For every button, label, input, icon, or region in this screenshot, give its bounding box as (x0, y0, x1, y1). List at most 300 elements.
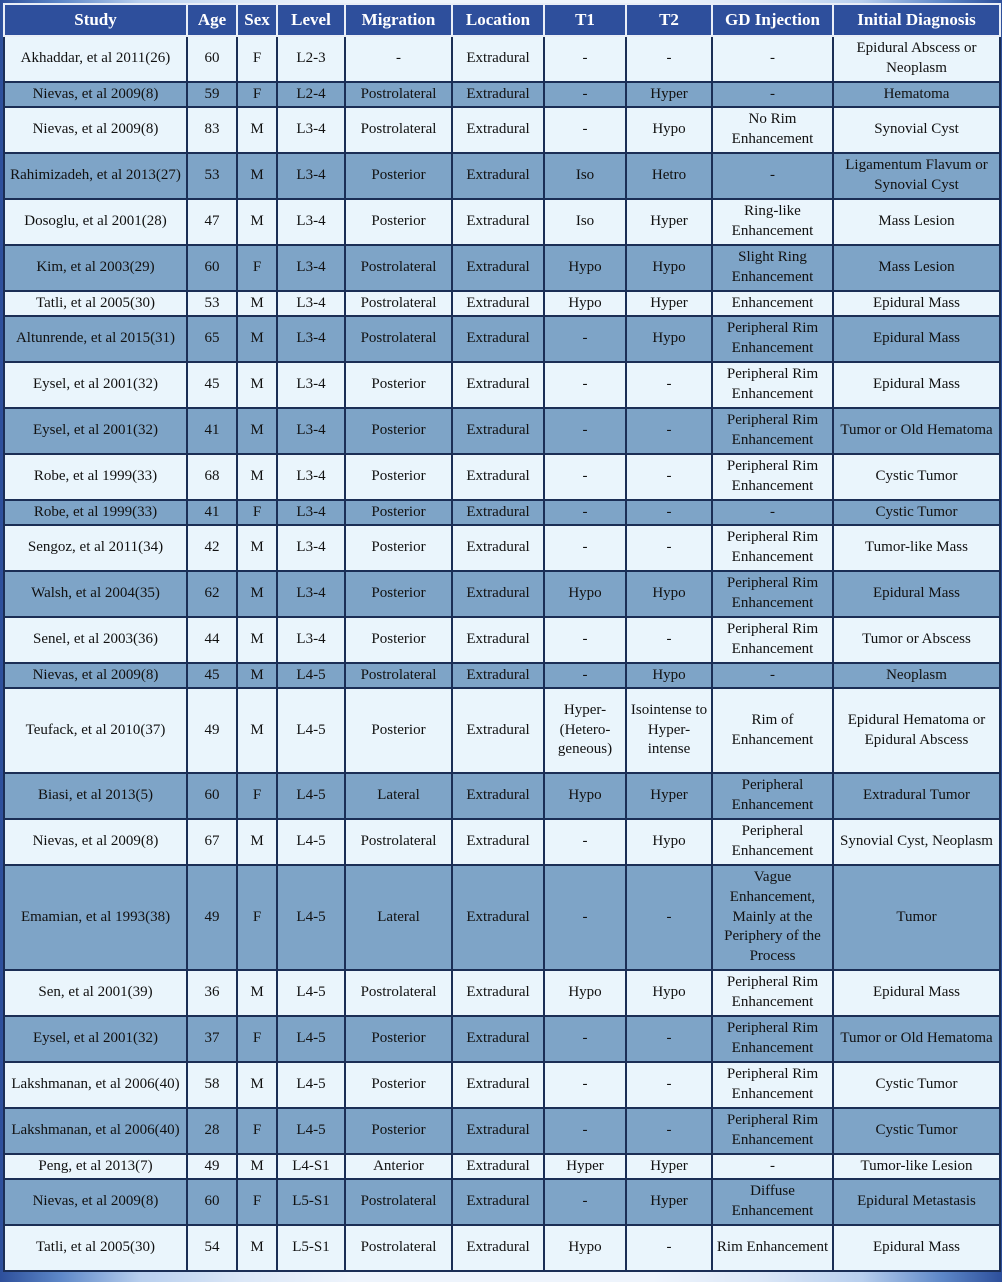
cell-age: 60 (187, 36, 237, 82)
cell-gd-injection: Rim Enhancement (712, 1225, 833, 1271)
cell-sex: M (237, 362, 277, 408)
cell-level: L4-5 (277, 688, 345, 773)
cell-t2: Hypo (626, 819, 712, 865)
cell-level: L3-4 (277, 316, 345, 362)
cell-sex: F (237, 1108, 277, 1154)
cell-age: 42 (187, 525, 237, 571)
table-row (4, 199, 1000, 245)
table-row (4, 1062, 1000, 1108)
cell-gd-injection: Ring-like Enhancement (712, 199, 833, 245)
cell-t2: - (626, 408, 712, 454)
cell-level: L3-4 (277, 362, 345, 408)
cell-location: Extradural (452, 82, 544, 107)
cell-age: 49 (187, 865, 237, 970)
cell-sex: M (237, 525, 277, 571)
cell-sex: M (237, 617, 277, 663)
cell-age: 47 (187, 199, 237, 245)
cell-location: Extradural (452, 819, 544, 865)
cell-age: 37 (187, 1016, 237, 1062)
table-row (4, 36, 1000, 82)
cell-t2: Hetro (626, 153, 712, 199)
table-row (4, 865, 1000, 970)
cell-migration: Postrolateral (345, 1179, 452, 1225)
cell-age: 83 (187, 107, 237, 153)
cell-migration: Posterior (345, 454, 452, 500)
cell-location: Extradural (452, 362, 544, 408)
cell-study: Sengoz, et al 2011(34) (4, 525, 187, 571)
cell-initial-diagnosis: Tumor-like Mass (833, 525, 1000, 571)
cell-location: Extradural (452, 525, 544, 571)
cell-migration: Posterior (345, 199, 452, 245)
cell-age: 60 (187, 245, 237, 291)
cell-sex: F (237, 865, 277, 970)
cell-initial-diagnosis: Mass Lesion (833, 199, 1000, 245)
table-row (4, 819, 1000, 865)
cell-t2: - (626, 1062, 712, 1108)
cell-age: 58 (187, 1062, 237, 1108)
cell-t1: - (544, 82, 626, 107)
cell-age: 36 (187, 970, 237, 1016)
cell-gd-injection: - (712, 36, 833, 82)
cell-sex: M (237, 153, 277, 199)
cell-location: Extradural (452, 865, 544, 970)
cell-migration: Postrolateral (345, 107, 452, 153)
cell-gd-injection: Peripheral Rim Enhancement (712, 525, 833, 571)
cell-age: 62 (187, 571, 237, 617)
cell-sex: F (237, 500, 277, 525)
cell-level: L3-4 (277, 408, 345, 454)
studies-table (3, 3, 1001, 1272)
cell-initial-diagnosis: Epidural Mass (833, 970, 1000, 1016)
cell-migration: - (345, 36, 452, 82)
header-age: Age (187, 4, 237, 36)
table-row (4, 617, 1000, 663)
cell-t1: Iso (544, 199, 626, 245)
table-row (4, 291, 1000, 316)
cell-age: 53 (187, 291, 237, 316)
cell-level: L4-5 (277, 970, 345, 1016)
cell-gd-injection: Slight Ring Enhancement (712, 245, 833, 291)
cell-initial-diagnosis: Tumor or Abscess (833, 617, 1000, 663)
cell-gd-injection: Vague Enhancement, Mainly at the Periphery of the Process (712, 865, 833, 970)
cell-sex: M (237, 571, 277, 617)
cell-t1: - (544, 617, 626, 663)
cell-gd-injection: - (712, 663, 833, 688)
cell-study: Nievas, et al 2009(8) (4, 107, 187, 153)
cell-location: Extradural (452, 970, 544, 1016)
cell-location: Extradural (452, 316, 544, 362)
cell-age: 53 (187, 153, 237, 199)
cell-level: L3-4 (277, 571, 345, 617)
header-migration: Migration (345, 4, 452, 36)
cell-t1: - (544, 316, 626, 362)
table-row (4, 688, 1000, 773)
cell-study: Robe, et al 1999(33) (4, 454, 187, 500)
cell-sex: F (237, 1179, 277, 1225)
cell-age: 44 (187, 617, 237, 663)
cell-t1: Hypo (544, 1225, 626, 1271)
cell-sex: F (237, 245, 277, 291)
cell-level: L3-4 (277, 500, 345, 525)
cell-level: L4-5 (277, 1062, 345, 1108)
cell-migration: Posterior (345, 1062, 452, 1108)
cell-gd-injection: Peripheral Rim Enhancement (712, 617, 833, 663)
cell-study: Eysel, et al 2001(32) (4, 1016, 187, 1062)
table-row (4, 82, 1000, 107)
cell-age: 41 (187, 500, 237, 525)
cell-study: Nievas, et al 2009(8) (4, 1179, 187, 1225)
cell-location: Extradural (452, 408, 544, 454)
cell-t2: Hypo (626, 663, 712, 688)
cell-gd-injection: No Rim Enhancement (712, 107, 833, 153)
cell-migration: Postrolateral (345, 663, 452, 688)
cell-study: Rahimizadeh, et al 2013(27) (4, 153, 187, 199)
cell-t2: Hypo (626, 245, 712, 291)
cell-initial-diagnosis: Epidural Hematoma or Epidural Abscess (833, 688, 1000, 773)
cell-gd-injection: Diffuse Enhancement (712, 1179, 833, 1225)
cell-gd-injection: Peripheral Rim Enhancement (712, 408, 833, 454)
cell-migration: Postrolateral (345, 970, 452, 1016)
header-row (4, 4, 1000, 36)
cell-location: Extradural (452, 1016, 544, 1062)
cell-t2: - (626, 617, 712, 663)
cell-t1: - (544, 500, 626, 525)
cell-migration: Postrolateral (345, 291, 452, 316)
table-row (4, 970, 1000, 1016)
cell-t2: - (626, 1225, 712, 1271)
cell-level: L3-4 (277, 107, 345, 153)
cell-t1: - (544, 1016, 626, 1062)
cell-gd-injection: Peripheral Rim Enhancement (712, 1016, 833, 1062)
cell-study: Nievas, et al 2009(8) (4, 82, 187, 107)
cell-gd-injection: - (712, 500, 833, 525)
cell-gd-injection: Peripheral Rim Enhancement (712, 571, 833, 617)
cell-study: Teufack, et al 2010(37) (4, 688, 187, 773)
cell-sex: F (237, 36, 277, 82)
table-row (4, 525, 1000, 571)
cell-t1: Hyper (544, 1154, 626, 1179)
cell-migration: Posterior (345, 153, 452, 199)
cell-t1: - (544, 1062, 626, 1108)
cell-level: L4-S1 (277, 1154, 345, 1179)
cell-t1: Hypo (544, 291, 626, 316)
cell-location: Extradural (452, 500, 544, 525)
cell-level: L4-5 (277, 1016, 345, 1062)
cell-sex: F (237, 773, 277, 819)
cell-t1: - (544, 819, 626, 865)
cell-t2: - (626, 36, 712, 82)
cell-migration: Postrolateral (345, 82, 452, 107)
cell-initial-diagnosis: Mass Lesion (833, 245, 1000, 291)
cell-t2: - (626, 525, 712, 571)
cell-level: L3-4 (277, 153, 345, 199)
cell-sex: M (237, 1225, 277, 1271)
cell-migration: Lateral (345, 773, 452, 819)
cell-study: Nievas, et al 2009(8) (4, 663, 187, 688)
cell-t2: Hypo (626, 571, 712, 617)
cell-initial-diagnosis: Tumor (833, 865, 1000, 970)
cell-gd-injection: - (712, 153, 833, 199)
cell-level: L3-4 (277, 525, 345, 571)
cell-t1: - (544, 1108, 626, 1154)
cell-initial-diagnosis: Synovial Cyst, Neoplasm (833, 819, 1000, 865)
cell-age: 60 (187, 1179, 237, 1225)
cell-study: Peng, et al 2013(7) (4, 1154, 187, 1179)
cell-sex: M (237, 291, 277, 316)
cell-sex: M (237, 663, 277, 688)
cell-t2: Hyper (626, 291, 712, 316)
table-row (4, 316, 1000, 362)
cell-t2: - (626, 454, 712, 500)
header-level: Level (277, 4, 345, 36)
cell-t1: - (544, 663, 626, 688)
table-row (4, 454, 1000, 500)
cell-migration: Posterior (345, 525, 452, 571)
cell-study: Dosoglu, et al 2001(28) (4, 199, 187, 245)
table-row (4, 571, 1000, 617)
cell-migration: Postrolateral (345, 819, 452, 865)
table-header (4, 4, 1000, 36)
cell-t1: Hypo (544, 970, 626, 1016)
cell-age: 49 (187, 1154, 237, 1179)
cell-gd-injection: - (712, 1154, 833, 1179)
cell-location: Extradural (452, 199, 544, 245)
cell-sex: M (237, 408, 277, 454)
cell-study: Emamian, et al 1993(38) (4, 865, 187, 970)
cell-location: Extradural (452, 1062, 544, 1108)
cell-initial-diagnosis: Epidural Mass (833, 362, 1000, 408)
cell-t2: Hyper (626, 199, 712, 245)
cell-migration: Postrolateral (345, 316, 452, 362)
cell-initial-diagnosis: Cystic Tumor (833, 500, 1000, 525)
cell-location: Extradural (452, 663, 544, 688)
cell-study: Kim, et al 2003(29) (4, 245, 187, 291)
cell-sex: F (237, 1016, 277, 1062)
cell-t2: Hyper (626, 82, 712, 107)
cell-gd-injection: Peripheral Rim Enhancement (712, 1062, 833, 1108)
cell-t2: Hyper (626, 1179, 712, 1225)
cell-study: Walsh, et al 2004(35) (4, 571, 187, 617)
cell-initial-diagnosis: Epidural Metastasis (833, 1179, 1000, 1225)
cell-gd-injection: Peripheral Enhancement (712, 773, 833, 819)
cell-age: 49 (187, 688, 237, 773)
cell-study: Nievas, et al 2009(8) (4, 819, 187, 865)
cell-study: Sen, et al 2001(39) (4, 970, 187, 1016)
cell-t1: - (544, 36, 626, 82)
cell-level: L4-5 (277, 865, 345, 970)
cell-level: L4-5 (277, 773, 345, 819)
cell-location: Extradural (452, 1154, 544, 1179)
cell-initial-diagnosis: Epidural Mass (833, 316, 1000, 362)
cell-location: Extradural (452, 454, 544, 500)
cell-initial-diagnosis: Cystic Tumor (833, 1062, 1000, 1108)
cell-migration: Posterior (345, 362, 452, 408)
cell-age: 59 (187, 82, 237, 107)
cell-level: L3-4 (277, 617, 345, 663)
cell-sex: M (237, 199, 277, 245)
header-location: Location (452, 4, 544, 36)
cell-t1: - (544, 454, 626, 500)
cell-sex: F (237, 82, 277, 107)
cell-initial-diagnosis: Tumor or Old Hematoma (833, 1016, 1000, 1062)
cell-migration: Anterior (345, 1154, 452, 1179)
cell-initial-diagnosis: Epidural Mass (833, 571, 1000, 617)
cell-study: Tatli, et al 2005(30) (4, 291, 187, 316)
header-t2: T2 (626, 4, 712, 36)
cell-migration: Postrolateral (345, 1225, 452, 1271)
cell-study: Akhaddar, et al 2011(26) (4, 36, 187, 82)
table-row (4, 500, 1000, 525)
table-row (4, 1225, 1000, 1271)
cell-location: Extradural (452, 688, 544, 773)
cell-level: L3-4 (277, 454, 345, 500)
cell-t2: - (626, 1016, 712, 1062)
cell-t1: - (544, 408, 626, 454)
cell-initial-diagnosis: Cystic Tumor (833, 454, 1000, 500)
header-sex: Sex (237, 4, 277, 36)
cell-t2: Hypo (626, 316, 712, 362)
cell-t1: Hyper- (Hetero- geneous) (544, 688, 626, 773)
cell-t1: Iso (544, 153, 626, 199)
cell-level: L3-4 (277, 291, 345, 316)
cell-t2: Hyper (626, 773, 712, 819)
cell-age: 41 (187, 408, 237, 454)
cell-t1: Hypo (544, 571, 626, 617)
cell-age: 67 (187, 819, 237, 865)
cell-gd-injection: Peripheral Rim Enhancement (712, 454, 833, 500)
cell-migration: Lateral (345, 865, 452, 970)
cell-migration: Posterior (345, 571, 452, 617)
cell-initial-diagnosis: Cystic Tumor (833, 1108, 1000, 1154)
cell-study: Lakshmanan, et al 2006(40) (4, 1108, 187, 1154)
cell-initial-diagnosis: Extradural Tumor (833, 773, 1000, 819)
cell-location: Extradural (452, 773, 544, 819)
cell-age: 45 (187, 663, 237, 688)
cell-sex: M (237, 819, 277, 865)
cell-t2: Isointense to Hyper- intense (626, 688, 712, 773)
cell-level: L5-S1 (277, 1225, 345, 1271)
cell-gd-injection: Peripheral Rim Enhancement (712, 362, 833, 408)
cell-age: 28 (187, 1108, 237, 1154)
cell-migration: Posterior (345, 617, 452, 663)
header-study: Study (4, 4, 187, 36)
table-row (4, 773, 1000, 819)
cell-gd-injection: Peripheral Rim Enhancement (712, 316, 833, 362)
cell-gd-injection: - (712, 82, 833, 107)
cell-t2: Hypo (626, 970, 712, 1016)
cell-t1: - (544, 362, 626, 408)
cell-gd-injection: Peripheral Rim Enhancement (712, 970, 833, 1016)
cell-sex: M (237, 1154, 277, 1179)
cell-t2: - (626, 500, 712, 525)
cell-age: 68 (187, 454, 237, 500)
cell-t2: Hypo (626, 107, 712, 153)
cell-level: L2-4 (277, 82, 345, 107)
cell-t1: - (544, 525, 626, 571)
cell-location: Extradural (452, 617, 544, 663)
table-row (4, 408, 1000, 454)
cell-initial-diagnosis: Epidural Abscess or Neoplasm (833, 36, 1000, 82)
cell-initial-diagnosis: Tumor-like Lesion (833, 1154, 1000, 1179)
table-row (4, 107, 1000, 153)
cell-t1: - (544, 1179, 626, 1225)
table-row (4, 1016, 1000, 1062)
cell-location: Extradural (452, 571, 544, 617)
cell-study: Senel, et al 2003(36) (4, 617, 187, 663)
cell-sex: M (237, 316, 277, 362)
cell-sex: M (237, 107, 277, 153)
table-row (4, 245, 1000, 291)
cell-sex: M (237, 454, 277, 500)
cell-initial-diagnosis: Synovial Cyst (833, 107, 1000, 153)
cell-location: Extradural (452, 1179, 544, 1225)
cell-level: L3-4 (277, 245, 345, 291)
cell-location: Extradural (452, 107, 544, 153)
cell-migration: Posterior (345, 1108, 452, 1154)
cell-level: L4-5 (277, 663, 345, 688)
cell-t1: - (544, 865, 626, 970)
cell-gd-injection: Peripheral Rim Enhancement (712, 1108, 833, 1154)
cell-level: L2-3 (277, 36, 345, 82)
cell-t2: - (626, 362, 712, 408)
table-row (4, 1108, 1000, 1154)
cell-sex: M (237, 1062, 277, 1108)
cell-t2: - (626, 865, 712, 970)
cell-study: Lakshmanan, et al 2006(40) (4, 1062, 187, 1108)
cell-initial-diagnosis: Epidural Mass (833, 1225, 1000, 1271)
cell-location: Extradural (452, 245, 544, 291)
cell-gd-injection: Rim of Enhancement (712, 688, 833, 773)
cell-level: L3-4 (277, 199, 345, 245)
cell-study: Eysel, et al 2001(32) (4, 408, 187, 454)
cell-t1: Hypo (544, 245, 626, 291)
table-row (4, 153, 1000, 199)
cell-age: 45 (187, 362, 237, 408)
cell-location: Extradural (452, 36, 544, 82)
cell-level: L4-5 (277, 819, 345, 865)
cell-gd-injection: Peripheral Enhancement (712, 819, 833, 865)
cell-migration: Posterior (345, 688, 452, 773)
cell-initial-diagnosis: Neoplasm (833, 663, 1000, 688)
cell-t1: - (544, 107, 626, 153)
cell-migration: Posterior (345, 1016, 452, 1062)
cell-t2: Hyper (626, 1154, 712, 1179)
cell-gd-injection: Enhancement (712, 291, 833, 316)
cell-level: L5-S1 (277, 1179, 345, 1225)
cell-study: Biasi, et al 2013(5) (4, 773, 187, 819)
cell-location: Extradural (452, 1225, 544, 1271)
cell-study: Eysel, et al 2001(32) (4, 362, 187, 408)
table-row (4, 1179, 1000, 1225)
table-body (4, 36, 1000, 1271)
cell-study: Tatli, et al 2005(30) (4, 1225, 187, 1271)
cell-study: Altunrende, et al 2015(31) (4, 316, 187, 362)
header-initial-diagnosis: Initial Diagnosis (833, 4, 1000, 36)
cell-initial-diagnosis: Ligamentum Flavum or Synovial Cyst (833, 153, 1000, 199)
table-row (4, 1154, 1000, 1179)
cell-initial-diagnosis: Hematoma (833, 82, 1000, 107)
cell-age: 54 (187, 1225, 237, 1271)
cell-t2: - (626, 1108, 712, 1154)
cell-age: 65 (187, 316, 237, 362)
cell-migration: Postrolateral (345, 245, 452, 291)
cell-location: Extradural (452, 291, 544, 316)
cell-level: L4-5 (277, 1108, 345, 1154)
table-row (4, 362, 1000, 408)
cell-initial-diagnosis: Tumor or Old Hematoma (833, 408, 1000, 454)
cell-migration: Posterior (345, 408, 452, 454)
cell-migration: Posterior (345, 500, 452, 525)
